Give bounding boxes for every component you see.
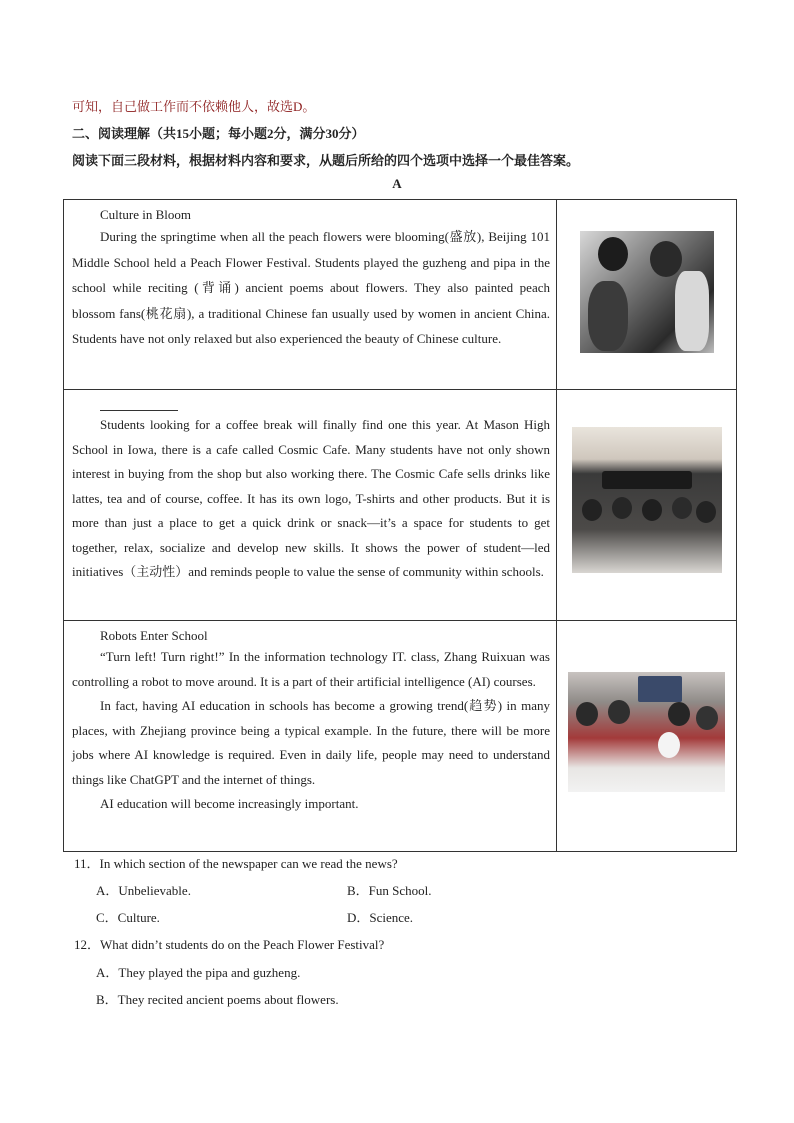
passage-paragraph: Students looking for a coffee break will finally find one this year. At Mason High School in Iowa, there is a cafe called Cosmic Cafe. Many students have not only shown interest in buying from the shop but also working there. The Cosmic Cafe sells drinks like lattes, tea and of course, coffee. It has its own logo, T-shirts and other products. But it is more than just a place to get a quick drink or snack—it’s a space for students to get together, relax, socialize and develop new skills. It shows the power of student—led initiatives（主动性）and reminds people to value the sense of community within schools. — [72, 417, 550, 579]
answer-explanation: 可知，自己做工作而不依赖他人，故选D。 — [72, 99, 316, 114]
passage-paragraph: AI education will become increasingly important. — [100, 796, 359, 811]
passage-row — [64, 390, 737, 621]
passage-paragraph: In fact, having AI education in schools has become a growing trend(趋势) in many places, with Zhejiang province being a typical example. In the future, there will be more jobs where AI knowledge is required. Even in daily life, people may need to understand things like ChatGPT and the internet of things. — [72, 698, 550, 787]
answer-option[interactable]: D．Science. — [347, 910, 414, 925]
answer-option[interactable]: A．Unbelievable. — [96, 883, 191, 898]
passage-text-cell — [64, 200, 557, 390]
answer-option[interactable]: A．They played the pipa and guzheng. — [96, 965, 301, 980]
passage-image-cell — [557, 621, 737, 852]
passage-title: Culture in Bloom — [100, 207, 191, 222]
passages-table — [63, 199, 737, 852]
passage-paragraph: During the springtime when all the peach flowers were blooming(盛放), Beijing 101 Middle School held a Peach Flower Festival. Students played the guzheng and pipa in the school while reciting (背诵) ancient poems about flowers. They also painted peach blossom fans(桃花扇), a traditional Chinese fan usually used by women in ancient China. Students have not only relaxed but also experienced the beauty of Chinese culture. — [72, 229, 550, 346]
question-stem: 11．In which section of the newspaper can we read the news? — [74, 856, 398, 871]
answer-option[interactable]: C．Culture. — [96, 910, 160, 925]
passage-text-cell — [64, 621, 557, 852]
passage-row — [64, 621, 737, 852]
answer-option[interactable]: B．They recited ancient poems about flowers. — [96, 992, 339, 1007]
passage-title: Robots Enter School — [100, 628, 208, 643]
title-blank — [100, 406, 178, 411]
passage-image-cell — [557, 200, 737, 390]
passage-text-cell — [64, 390, 557, 621]
question-stem: 12．What didn’t students do on the Peach Flower Festival? — [74, 937, 385, 952]
photo-robot-classroom — [568, 672, 725, 792]
passage-row — [64, 200, 737, 390]
instructions: 阅读下面三段材料，根据材料内容和要求，从题后所给的四个选项中选择一个最佳答案。 — [72, 153, 580, 168]
photo-students-playing-pipa — [580, 231, 714, 353]
photo-cosmic-cafe-students — [572, 427, 722, 573]
answer-option[interactable]: B．Fun School. — [347, 883, 432, 898]
part-label: A — [392, 176, 402, 191]
section-heading: 二、阅读理解（共15小题；每小题2分，满分30分） — [72, 126, 365, 141]
passage-image-cell — [557, 390, 737, 621]
passage-paragraph: “Turn left! Turn right!” In the information technology IT. class, Zhang Ruixuan was controlling a robot to move around. It is a part of their artificial intelligence (AI) courses. — [72, 649, 550, 689]
